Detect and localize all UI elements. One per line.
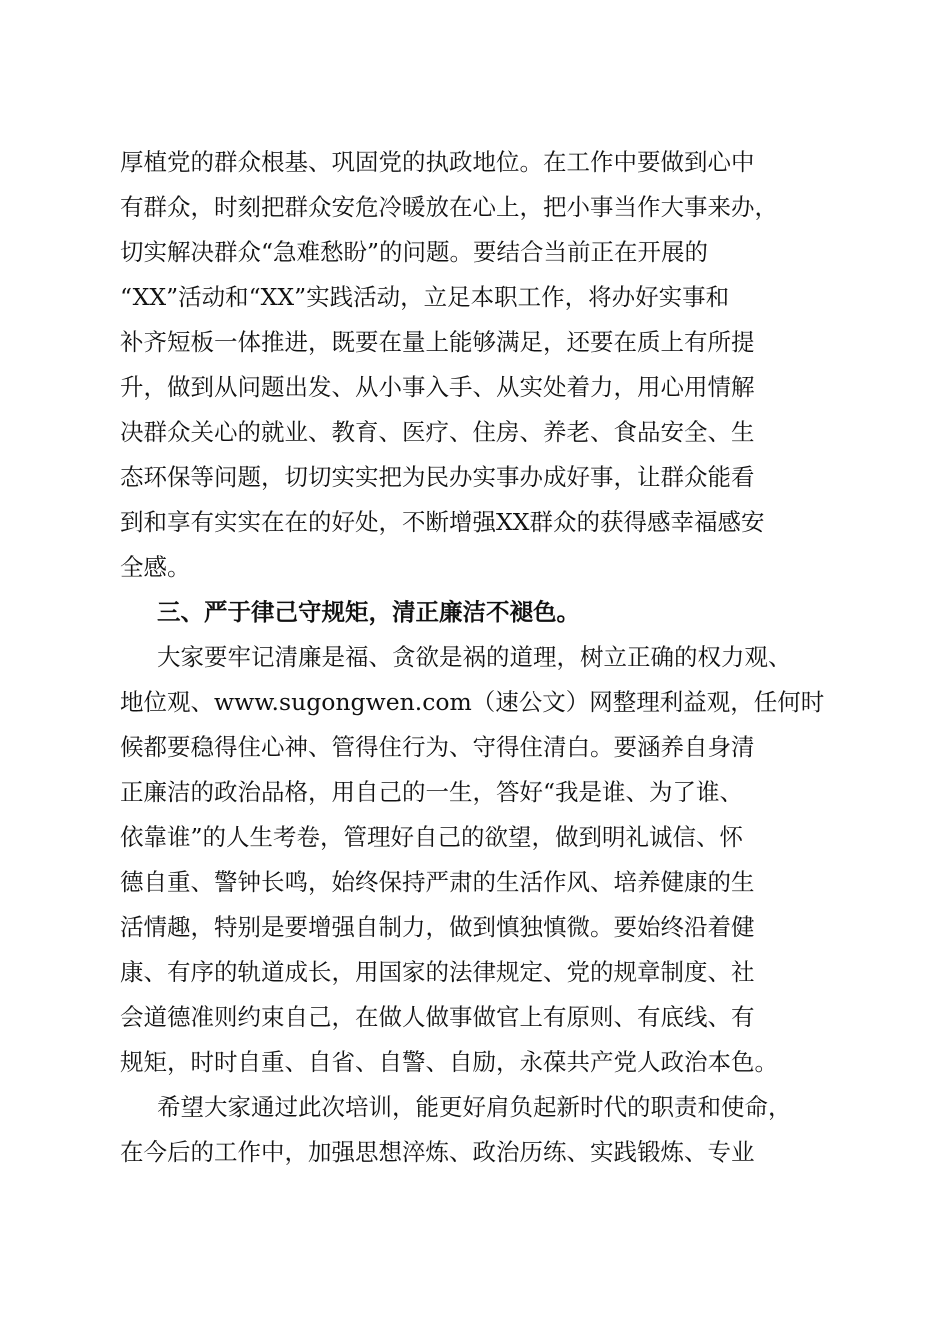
paragraph-line: “XX”活动和“XX”实践活动，立足本职工作，将办好实事和 <box>120 283 730 311</box>
paragraph-line: 到和享有实实在在的好处，不断增强XX群众的获得感幸福感安 <box>120 508 765 536</box>
paragraph-line: 候都要稳得住心神、管得住行为、守得住清白。要涵养自身清 <box>120 733 755 761</box>
paragraph-line: 切实解决群众“急难愁盼”的问题。要结合当前正在开展的 <box>120 238 709 266</box>
paragraph-line: 会道德准则约束自己，在做人做事做官上有原则、有底线、有 <box>120 1003 755 1031</box>
paragraph-line: 正廉洁的政治品格，用自己的一生，答好“我是谁、为了谁、 <box>120 778 744 806</box>
paragraph-line: 活情趣，特别是要增强自制力，做到慎独慎微。要始终沿着健 <box>120 913 755 941</box>
paragraph-line: 希望大家通过此次培训，能更好肩负起新时代的职责和使命， <box>157 1093 792 1121</box>
paragraph-line: 大家要牢记清廉是福、贪欲是祸的道理，树立正确的权力观、 <box>157 643 792 671</box>
paragraph-line: 补齐短板一体推进，既要在量上能够满足，还要在质上有所提 <box>120 328 755 356</box>
paragraph-line: 全感。 <box>120 553 191 581</box>
paragraph-line: 有群众，时刻把群众安危冷暖放在心上，把小事当作大事来办， <box>120 193 778 221</box>
paragraph-line: 决群众关心的就业、教育、医疗、住房、养老、食品安全、生 <box>120 418 755 446</box>
paragraph-line: 在今后的工作中，加强思想淬炼、政治历练、实践锻炼、专业 <box>120 1138 755 1166</box>
paragraph-line: 规矩，时时自重、自省、自警、自励，永葆共产党人政治本色。 <box>120 1048 778 1076</box>
paragraph-line: 康、有序的轨道成长，用国家的法律规定、党的规章制度、社 <box>120 958 755 986</box>
paragraph-line: 依靠谁”的人生考卷，管理好自己的欲望，做到明礼诚信、怀 <box>120 823 744 851</box>
paragraph-line: 厚植党的群众根基、巩固党的执政地位。在工作中要做到心中 <box>120 148 755 176</box>
paragraph-line: 德自重、警钟长鸣，始终保持严肃的生活作风、培养健康的生 <box>120 868 755 896</box>
paragraph-line: 升，做到从问题出发、从小事入手、从实处着力，用心用情解 <box>120 373 755 401</box>
paragraph-line: 地位观、www.sugongwen.com（速公文）网整理利益观，任何时 <box>120 688 825 716</box>
paragraph-line: 态环保等问题，切切实实把为民办实事办成好事，让群众能看 <box>120 463 755 491</box>
section-heading: 三、严于律己守规矩，清正廉洁不褪色。 <box>157 598 580 626</box>
